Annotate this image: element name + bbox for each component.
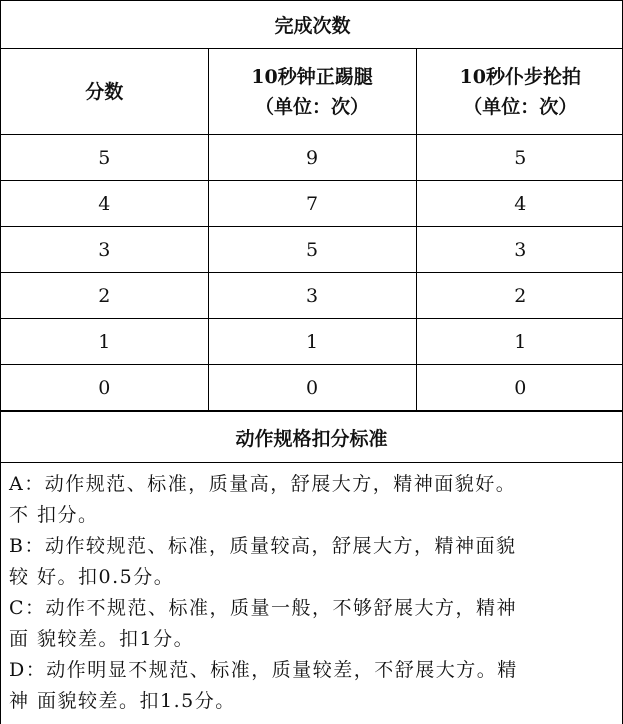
cell-score: 0: [1, 365, 208, 411]
table-title: 完成次数: [1, 1, 623, 49]
cell-pat: 4: [416, 181, 623, 227]
rule-a-line2: 不 扣分。: [9, 504, 99, 526]
header-pubu-pat-line1: 10秒仆步抡拍: [459, 65, 581, 88]
rule-c-line2: 面 貌较差。扣1分。: [9, 628, 195, 650]
table-header-row: [1, 49, 623, 135]
header-pubu-pat-line2: （单位：次）: [463, 95, 578, 118]
cell-pat: 3: [416, 227, 623, 273]
header-front-kick-line1: 10秒钟正踢腿: [251, 65, 373, 88]
cell-kick: 7: [208, 181, 416, 227]
table-row: [1, 227, 623, 273]
cell-score: 4: [1, 181, 208, 227]
table-row: [1, 181, 623, 227]
score-table: [1, 1, 623, 411]
rule-a-line1: A：动作规范、标准，质量高，舒展大方，精神面貌好。: [9, 473, 517, 495]
cell-score: 3: [1, 227, 208, 273]
list-item: [9, 531, 614, 593]
cell-kick: 1: [208, 319, 416, 365]
rule-c-line1: C：动作不规范、标准，质量一般，不够舒展大方，精神: [9, 597, 518, 619]
cell-kick: 0: [208, 365, 416, 411]
table-row: [1, 135, 623, 181]
standards-list: [1, 463, 622, 717]
cell-kick: 3: [208, 273, 416, 319]
list-item: [9, 655, 614, 717]
table-row: [1, 365, 623, 411]
cell-score: 2: [1, 273, 208, 319]
header-front-kick: [208, 49, 416, 135]
list-item: [9, 593, 614, 655]
header-score: 分数: [1, 49, 208, 135]
cell-pat: 2: [416, 273, 623, 319]
cell-pat: 0: [416, 365, 623, 411]
rule-d-line2: 神 面貌较差。扣1.5分。: [9, 690, 236, 712]
table-title-row: [1, 1, 623, 49]
cell-score: 1: [1, 319, 208, 365]
table-row: [1, 319, 623, 365]
cell-kick: 5: [208, 227, 416, 273]
rule-b-line1: B：动作较规范、标准，质量较高，舒展大方，精神面貌: [9, 535, 517, 557]
cell-pat: 5: [416, 135, 623, 181]
header-front-kick-line2: （单位：次）: [254, 95, 369, 118]
rule-d-line1: D：动作明显不规范、标准，质量较差，不舒展大方。精: [9, 659, 518, 681]
table-row: [1, 273, 623, 319]
cell-score: 5: [1, 135, 208, 181]
cell-pat: 1: [416, 319, 623, 365]
cell-kick: 9: [208, 135, 416, 181]
rule-b-line2: 较 好。扣0.5分。: [9, 566, 175, 588]
standards-title: 动作规格扣分标准: [1, 411, 622, 463]
list-item: [9, 469, 614, 531]
header-pubu-pat: [416, 49, 623, 135]
